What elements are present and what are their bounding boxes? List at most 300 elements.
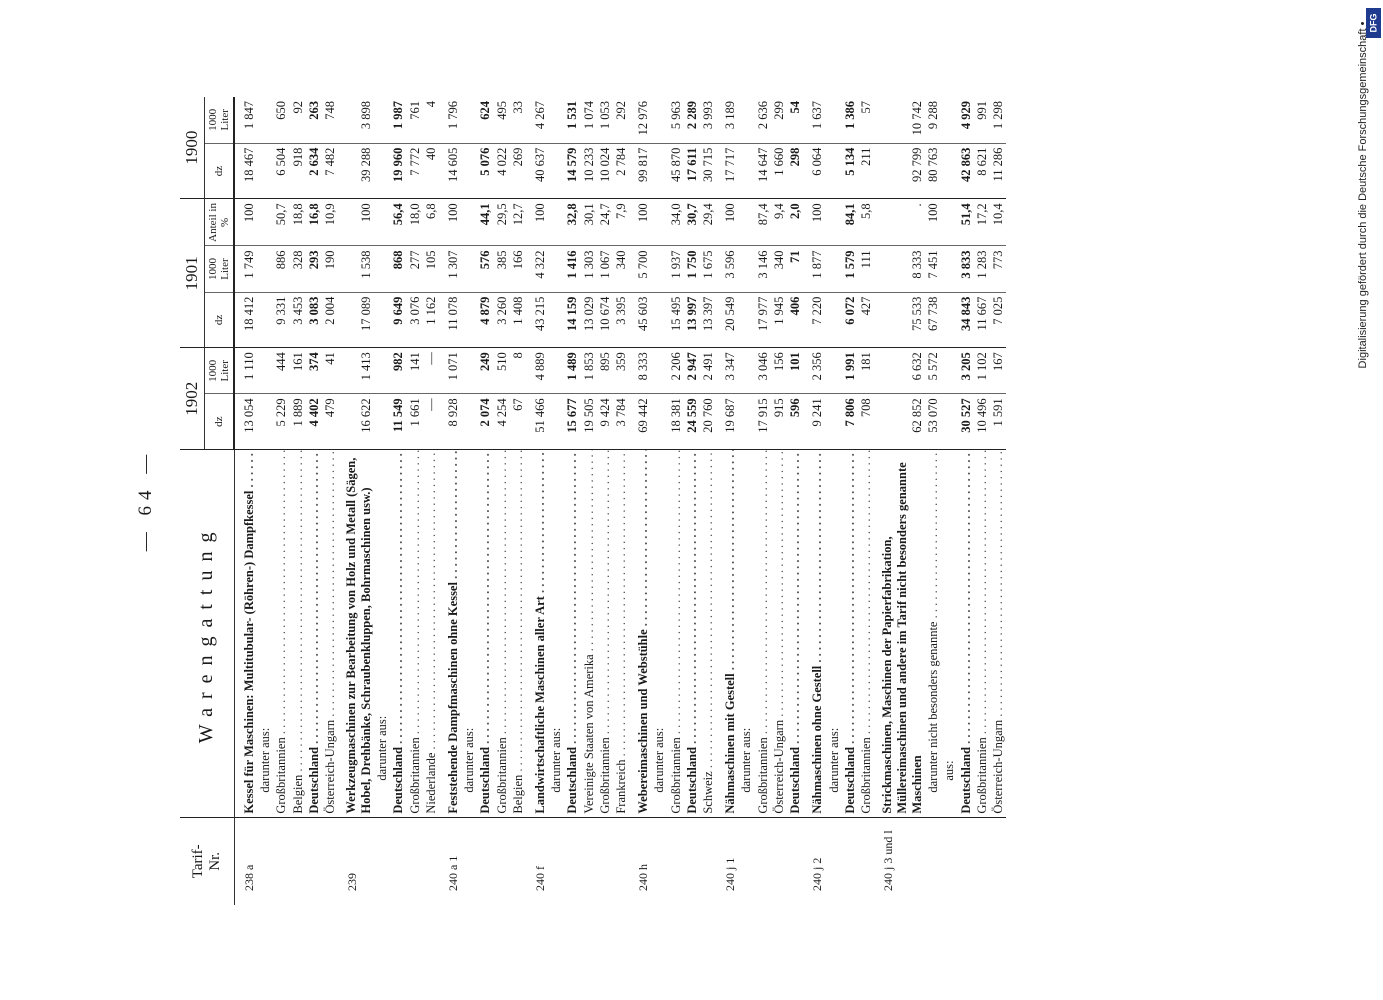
value-cell: 92 799 bbox=[874, 143, 925, 199]
goods-name: aus: bbox=[942, 760, 957, 781]
goods-name: darunter aus: bbox=[826, 727, 841, 793]
tarif-nr-cell bbox=[564, 817, 580, 905]
goods-name-cell bbox=[990, 450, 1006, 818]
goods-name: Strickmaschinen, Maschinen der Papierfabrikation, Müllereimaschinen und andere im Tarif nicht besonders genannte Maschinen bbox=[880, 462, 925, 814]
value-cell bbox=[461, 394, 477, 450]
value-cell: 982 bbox=[390, 348, 406, 394]
table-row bbox=[651, 97, 667, 905]
value-cell: 3 596 bbox=[716, 246, 738, 292]
goods-name: darunter aus: bbox=[258, 727, 273, 793]
value-cell: 34,0 bbox=[668, 199, 684, 246]
goods-name: Deutschland . . . bbox=[788, 450, 802, 814]
value-cell bbox=[461, 199, 477, 246]
value-cell: 43 215 bbox=[526, 292, 548, 348]
value-cell: 30 527 bbox=[958, 394, 974, 450]
liter-header: 1000 Liter bbox=[205, 246, 235, 292]
value-cell bbox=[461, 348, 477, 394]
value-cell: 5 963 bbox=[668, 101, 683, 130]
tarif-nr-cell bbox=[290, 817, 306, 905]
value-cell: 29,4 bbox=[700, 199, 716, 246]
rotated-table-container bbox=[180, 97, 1265, 905]
value-cell: 868 bbox=[390, 246, 406, 292]
page-number: — 64 — bbox=[135, 448, 156, 552]
value-cell: 17 717 bbox=[716, 143, 738, 199]
goods-name: Großbritannien . . . bbox=[274, 450, 288, 814]
tarif-nr-cell: 240 j 1 bbox=[716, 817, 738, 905]
value-cell: 2 074 bbox=[477, 394, 493, 450]
value-cell: 650 bbox=[274, 101, 289, 120]
value-cell: 10,9 bbox=[322, 199, 338, 246]
goods-name: darunter aus: bbox=[462, 727, 477, 793]
value-cell: 340 bbox=[613, 246, 629, 292]
value-cell: 3 189 bbox=[723, 101, 738, 130]
value-cell bbox=[826, 348, 842, 394]
goods-name: Belgien . . . bbox=[291, 450, 305, 814]
value-cell: 292 bbox=[614, 101, 629, 120]
value-cell: 20 760 bbox=[700, 394, 716, 450]
value-cell: 14 159 bbox=[564, 292, 580, 348]
value-cell: 9 649 bbox=[390, 292, 406, 348]
value-cell bbox=[257, 394, 273, 450]
value-cell: 3 898 bbox=[359, 101, 374, 130]
value-cell: 100 bbox=[526, 199, 548, 246]
value-cell: 1 945 bbox=[771, 292, 787, 348]
goods-name: Großbritannien . . . bbox=[859, 450, 873, 814]
value-cell: 100 bbox=[338, 199, 374, 246]
value-cell bbox=[738, 246, 754, 292]
value-cell bbox=[374, 348, 390, 394]
tarif-nr-cell bbox=[668, 817, 684, 905]
goods-name: darunter aus: bbox=[652, 727, 667, 793]
value-cell: 10 496 bbox=[974, 394, 990, 450]
value-cell: 19 505 bbox=[581, 394, 597, 450]
value-cell bbox=[548, 394, 564, 450]
value-cell: 80 763 bbox=[925, 143, 941, 199]
value-cell: 1 489 bbox=[564, 348, 580, 394]
table-row bbox=[257, 97, 273, 905]
value-cell: 71 bbox=[787, 246, 803, 292]
value-cell: 62 852 bbox=[874, 394, 925, 450]
value-cell: 2 004 bbox=[322, 292, 338, 348]
table-row bbox=[510, 97, 526, 905]
tarif-nr-cell bbox=[407, 817, 423, 905]
table-row bbox=[407, 97, 423, 905]
goods-name-cell bbox=[564, 450, 580, 818]
value-cell: 299 bbox=[771, 101, 786, 120]
value-cell: 6 504 bbox=[273, 143, 289, 199]
value-cell: 100 bbox=[439, 199, 461, 246]
tarif-nr-cell bbox=[374, 817, 390, 905]
value-cell bbox=[374, 199, 390, 246]
value-cell: 8 333 bbox=[629, 348, 651, 394]
value-cell: 1 307 bbox=[439, 246, 461, 292]
value-cell: 32,8 bbox=[564, 199, 580, 246]
value-cell: 10 674 bbox=[597, 292, 613, 348]
goods-name-cell bbox=[581, 450, 597, 818]
value-cell: 2 356 bbox=[803, 348, 825, 394]
value-cell bbox=[548, 348, 564, 394]
table-row bbox=[755, 97, 771, 905]
tarif-nr-cell bbox=[257, 817, 273, 905]
goods-name: Deutschland . . . bbox=[391, 450, 405, 814]
goods-name: darunter aus: bbox=[739, 727, 754, 793]
value-cell: 1 937 bbox=[668, 246, 684, 292]
value-cell: 16 622 bbox=[338, 394, 374, 450]
value-cell: 11 078 bbox=[439, 292, 461, 348]
value-cell: 1 074 bbox=[581, 101, 596, 130]
goods-name-cell bbox=[755, 450, 771, 818]
table-row bbox=[273, 97, 289, 905]
value-cell: 340 bbox=[771, 246, 787, 292]
value-cell: 141 bbox=[407, 348, 423, 394]
table-row bbox=[290, 97, 306, 905]
goods-name-cell bbox=[257, 450, 273, 818]
tarif-nr-cell bbox=[273, 817, 289, 905]
goods-name-cell bbox=[477, 450, 493, 818]
value-cell: 44,1 bbox=[477, 199, 493, 246]
tarif-nr-cell bbox=[941, 817, 957, 905]
value-cell: 13 997 bbox=[684, 292, 700, 348]
goods-name: Kessel für Maschinen: Multitubular- (Röhren-) Dampfkessel . . . bbox=[242, 450, 256, 814]
value-cell: 2 206 bbox=[668, 348, 684, 394]
value-cell bbox=[738, 97, 754, 143]
goods-name-cell bbox=[668, 450, 684, 818]
goods-name: Webereimaschinen und Webstühle . . . bbox=[636, 450, 650, 814]
value-cell: 427 bbox=[858, 292, 874, 348]
goods-name-cell bbox=[925, 450, 941, 818]
goods-name: Österreich-Ungarn . . . bbox=[772, 450, 786, 814]
value-cell: 9,4 bbox=[771, 199, 787, 246]
table-row bbox=[941, 97, 957, 905]
value-cell: 3 076 bbox=[407, 292, 423, 348]
goods-name-cell bbox=[374, 450, 390, 818]
value-cell: — bbox=[423, 394, 439, 450]
warengattung-header: Warengattung bbox=[180, 450, 234, 818]
value-cell: 1 283 bbox=[974, 246, 990, 292]
value-cell: 444 bbox=[273, 348, 289, 394]
goods-name: Deutschland . . . bbox=[565, 450, 579, 814]
value-cell bbox=[941, 143, 957, 199]
year-header-1902: 1902 bbox=[180, 348, 205, 450]
goods-name: Niederlande . . . bbox=[424, 450, 438, 814]
value-cell: 53 070 bbox=[925, 394, 941, 450]
value-cell: 596 bbox=[787, 394, 803, 450]
table-row bbox=[787, 97, 803, 905]
value-cell: 1 386 bbox=[842, 101, 857, 130]
value-cell: 30 715 bbox=[700, 143, 716, 199]
value-cell bbox=[826, 394, 842, 450]
value-cell: 8 333 bbox=[874, 246, 925, 292]
value-cell: 30,7 bbox=[684, 199, 700, 246]
value-cell: 918 bbox=[290, 143, 306, 199]
value-cell bbox=[374, 246, 390, 292]
value-cell: 1 067 bbox=[597, 246, 613, 292]
value-cell: 359 bbox=[613, 348, 629, 394]
table-row bbox=[306, 97, 322, 905]
value-cell: 2 289 bbox=[684, 101, 699, 130]
value-cell: 51 466 bbox=[526, 394, 548, 450]
value-cell: 45 603 bbox=[629, 292, 651, 348]
anteil-header: Anteil in % bbox=[205, 199, 235, 246]
value-cell: 19 960 bbox=[390, 143, 406, 199]
value-cell: 3 205 bbox=[958, 348, 974, 394]
table-row bbox=[597, 97, 613, 905]
value-cell: 1 661 bbox=[407, 394, 423, 450]
value-cell: 3 993 bbox=[701, 101, 716, 130]
goods-name-cell bbox=[613, 450, 629, 818]
value-cell: 19 687 bbox=[716, 394, 738, 450]
value-cell: 75 533 bbox=[874, 292, 925, 348]
value-cell: 1 889 bbox=[290, 394, 306, 450]
value-cell: 8 621 bbox=[974, 143, 990, 199]
value-cell: 1 110 bbox=[234, 348, 257, 394]
table-row bbox=[477, 97, 493, 905]
goods-name: Frankreich . . . bbox=[614, 450, 628, 814]
tarif-nr-header: Tarif- Nr. bbox=[180, 817, 234, 905]
value-cell: 9 241 bbox=[803, 394, 825, 450]
value-cell bbox=[374, 394, 390, 450]
value-cell bbox=[548, 143, 564, 199]
value-cell: 100 bbox=[803, 199, 825, 246]
value-cell: 1 071 bbox=[439, 348, 461, 394]
value-cell: 1 053 bbox=[597, 101, 612, 130]
tarif-nr-cell bbox=[842, 817, 858, 905]
value-cell: 14 647 bbox=[755, 143, 771, 199]
value-cell: 10 742 bbox=[909, 101, 924, 136]
value-cell: 67 bbox=[510, 394, 526, 450]
value-cell: 14 605 bbox=[439, 143, 461, 199]
value-cell: 4 889 bbox=[526, 348, 548, 394]
tarif-nr-cell bbox=[494, 817, 510, 905]
value-cell: 1 637 bbox=[810, 101, 825, 130]
value-cell: 100 bbox=[234, 199, 257, 246]
value-cell: 263 bbox=[306, 101, 321, 120]
table-row bbox=[958, 97, 974, 905]
table-row bbox=[974, 97, 990, 905]
value-cell: 11 549 bbox=[390, 394, 406, 450]
goods-name: Deutschland . . . bbox=[307, 450, 321, 814]
goods-name-cell bbox=[787, 450, 803, 818]
value-cell: 4 267 bbox=[533, 101, 548, 130]
value-cell bbox=[461, 292, 477, 348]
tarif-nr-cell bbox=[423, 817, 439, 905]
table-row bbox=[716, 97, 738, 905]
tarif-nr-cell bbox=[461, 817, 477, 905]
goods-name: Vereinigte Staaten von Amerika . . . bbox=[582, 450, 596, 814]
goods-name: Nähmaschinen mit Gestell . . . bbox=[723, 450, 737, 814]
value-cell: — bbox=[423, 348, 439, 394]
goods-name-cell bbox=[858, 450, 874, 818]
value-cell bbox=[257, 292, 273, 348]
goods-name-cell bbox=[684, 450, 700, 818]
value-cell: 495 bbox=[494, 101, 509, 120]
value-cell bbox=[257, 246, 273, 292]
tarif-nr-cell bbox=[684, 817, 700, 905]
value-cell: 5 229 bbox=[273, 394, 289, 450]
value-cell: 1 675 bbox=[700, 246, 716, 292]
value-cell: 1 162 bbox=[423, 292, 439, 348]
goods-name-cell bbox=[439, 450, 461, 818]
goods-name-cell bbox=[494, 450, 510, 818]
tarif-nr-cell: 240 j 2 bbox=[803, 817, 825, 905]
value-cell: 1 298 bbox=[990, 101, 1005, 130]
value-cell: 2 634 bbox=[306, 143, 322, 199]
goods-name: Deutschland . . . bbox=[843, 450, 857, 814]
table-row bbox=[581, 97, 597, 905]
value-cell bbox=[738, 394, 754, 450]
value-cell: 3 083 bbox=[306, 292, 322, 348]
value-cell: 87,4 bbox=[755, 199, 771, 246]
goods-name-cell bbox=[322, 450, 338, 818]
table-row bbox=[494, 97, 510, 905]
value-cell: 576 bbox=[477, 246, 493, 292]
goods-name-cell bbox=[306, 450, 322, 818]
value-cell: 269 bbox=[510, 143, 526, 199]
dfg-logo: DFG bbox=[1366, 8, 1381, 38]
value-cell: 161 bbox=[290, 348, 306, 394]
value-cell: 4 879 bbox=[477, 292, 493, 348]
value-cell: 100 bbox=[716, 199, 738, 246]
value-cell bbox=[826, 97, 842, 143]
value-cell bbox=[374, 143, 390, 199]
table-row bbox=[526, 97, 548, 905]
value-cell: 773 bbox=[990, 246, 1006, 292]
value-cell: 17 915 bbox=[755, 394, 771, 450]
value-cell: 6 072 bbox=[842, 292, 858, 348]
value-cell: 17 089 bbox=[338, 292, 374, 348]
value-cell: 1 413 bbox=[338, 348, 374, 394]
value-cell: 99 817 bbox=[629, 143, 651, 199]
value-cell: 1 531 bbox=[565, 101, 580, 130]
value-cell: 761 bbox=[407, 101, 422, 120]
table-row bbox=[925, 97, 941, 905]
value-cell: 33 bbox=[510, 101, 525, 114]
table-row bbox=[439, 97, 461, 905]
value-cell: 54 bbox=[788, 101, 803, 114]
goods-name-cell bbox=[290, 450, 306, 818]
value-cell: 13 397 bbox=[700, 292, 716, 348]
goods-name-cell bbox=[407, 450, 423, 818]
value-cell: 15 677 bbox=[564, 394, 580, 450]
value-cell: 14 579 bbox=[564, 143, 580, 199]
goods-name-cell bbox=[738, 450, 754, 818]
goods-name: Österreich-Ungarn . . . bbox=[991, 450, 1005, 814]
tarif-nr-cell bbox=[700, 817, 716, 905]
value-cell: 105 bbox=[423, 246, 439, 292]
goods-name-cell bbox=[526, 450, 548, 818]
goods-name-cell bbox=[338, 450, 374, 818]
goods-name: darunter aus: bbox=[375, 715, 390, 781]
value-cell: 18 381 bbox=[668, 394, 684, 450]
tarif-nr-cell bbox=[306, 817, 322, 905]
table-row bbox=[738, 97, 754, 905]
value-cell: 4 bbox=[423, 101, 438, 108]
goods-name: Deutschland . . . bbox=[478, 450, 492, 814]
value-cell bbox=[548, 97, 564, 143]
value-cell: 16,8 bbox=[306, 199, 322, 246]
value-cell: 10 024 bbox=[597, 143, 613, 199]
value-cell: 12,7 bbox=[510, 199, 526, 246]
tarif-nr-cell bbox=[974, 817, 990, 905]
value-cell: 277 bbox=[407, 246, 423, 292]
value-cell: 1 408 bbox=[510, 292, 526, 348]
value-cell: 1 750 bbox=[684, 246, 700, 292]
value-cell: 41 bbox=[322, 348, 338, 394]
goods-name-cell bbox=[629, 450, 651, 818]
value-cell: 1 877 bbox=[803, 246, 825, 292]
value-cell: 406 bbox=[787, 292, 803, 348]
digitization-note: Digitalisierung gefördert durch die Deutsche Forschungsgemeinschaft • bbox=[1357, 21, 1369, 369]
value-cell bbox=[941, 348, 957, 394]
value-cell bbox=[461, 143, 477, 199]
tarif-nr-cell bbox=[826, 817, 842, 905]
goods-name: Landwirtschaftliche Maschinen aller Art . . . bbox=[533, 450, 547, 814]
value-cell: 3 395 bbox=[613, 292, 629, 348]
value-cell: 2,0 bbox=[787, 199, 803, 246]
tarif-nr-cell: 240 f bbox=[526, 817, 548, 905]
value-cell bbox=[826, 292, 842, 348]
value-cell: 42 863 bbox=[958, 143, 974, 199]
value-cell: 4 322 bbox=[526, 246, 548, 292]
value-cell bbox=[651, 143, 667, 199]
value-cell: 15 495 bbox=[668, 292, 684, 348]
table-row bbox=[874, 97, 925, 905]
tarif-nr-cell bbox=[755, 817, 771, 905]
table-row bbox=[338, 97, 374, 905]
table-row bbox=[858, 97, 874, 905]
tarif-nr-cell bbox=[651, 817, 667, 905]
value-cell: 11 667 bbox=[974, 292, 990, 348]
value-cell bbox=[651, 246, 667, 292]
value-cell: 895 bbox=[597, 348, 613, 394]
value-cell bbox=[738, 348, 754, 394]
goods-name: Schweiz . . . bbox=[701, 450, 715, 814]
value-cell: 8 928 bbox=[439, 394, 461, 450]
table-row bbox=[842, 97, 858, 905]
tarif-nr-cell: 238 a bbox=[234, 817, 257, 905]
value-cell: 167 bbox=[990, 348, 1006, 394]
table-row bbox=[771, 97, 787, 905]
value-cell: 1 591 bbox=[990, 394, 1006, 450]
value-cell: 166 bbox=[510, 246, 526, 292]
value-cell: 1 749 bbox=[234, 246, 257, 292]
value-cell bbox=[651, 97, 667, 143]
table-row bbox=[668, 97, 684, 905]
value-cell: 249 bbox=[477, 348, 493, 394]
goods-name: Großbritannien . . . bbox=[756, 450, 770, 814]
value-cell bbox=[461, 246, 477, 292]
table-row bbox=[322, 97, 338, 905]
goods-name-cell bbox=[234, 450, 257, 818]
value-cell: 915 bbox=[771, 394, 787, 450]
goods-name: Großbritannien . . . bbox=[495, 450, 509, 814]
goods-name: Belgien . . . bbox=[511, 450, 525, 814]
value-cell bbox=[257, 348, 273, 394]
value-cell bbox=[257, 199, 273, 246]
goods-name: Werkzeugmaschinen zur Bearbeitung von Holz und Metall (Sägen, Hobel, Drehbänke, Schraubenkluppen, Bohrmaschinen usw.) bbox=[344, 457, 374, 814]
goods-name-cell bbox=[941, 450, 957, 818]
value-cell: . bbox=[874, 199, 925, 246]
table-row bbox=[234, 97, 257, 905]
table-row bbox=[700, 97, 716, 905]
table-body bbox=[234, 97, 1006, 905]
value-cell: 7 806 bbox=[842, 394, 858, 450]
tarif-nr-cell bbox=[958, 817, 974, 905]
goods-name-cell bbox=[974, 450, 990, 818]
value-cell: 101 bbox=[787, 348, 803, 394]
value-cell: 510 bbox=[494, 348, 510, 394]
value-cell: 67 738 bbox=[925, 292, 941, 348]
